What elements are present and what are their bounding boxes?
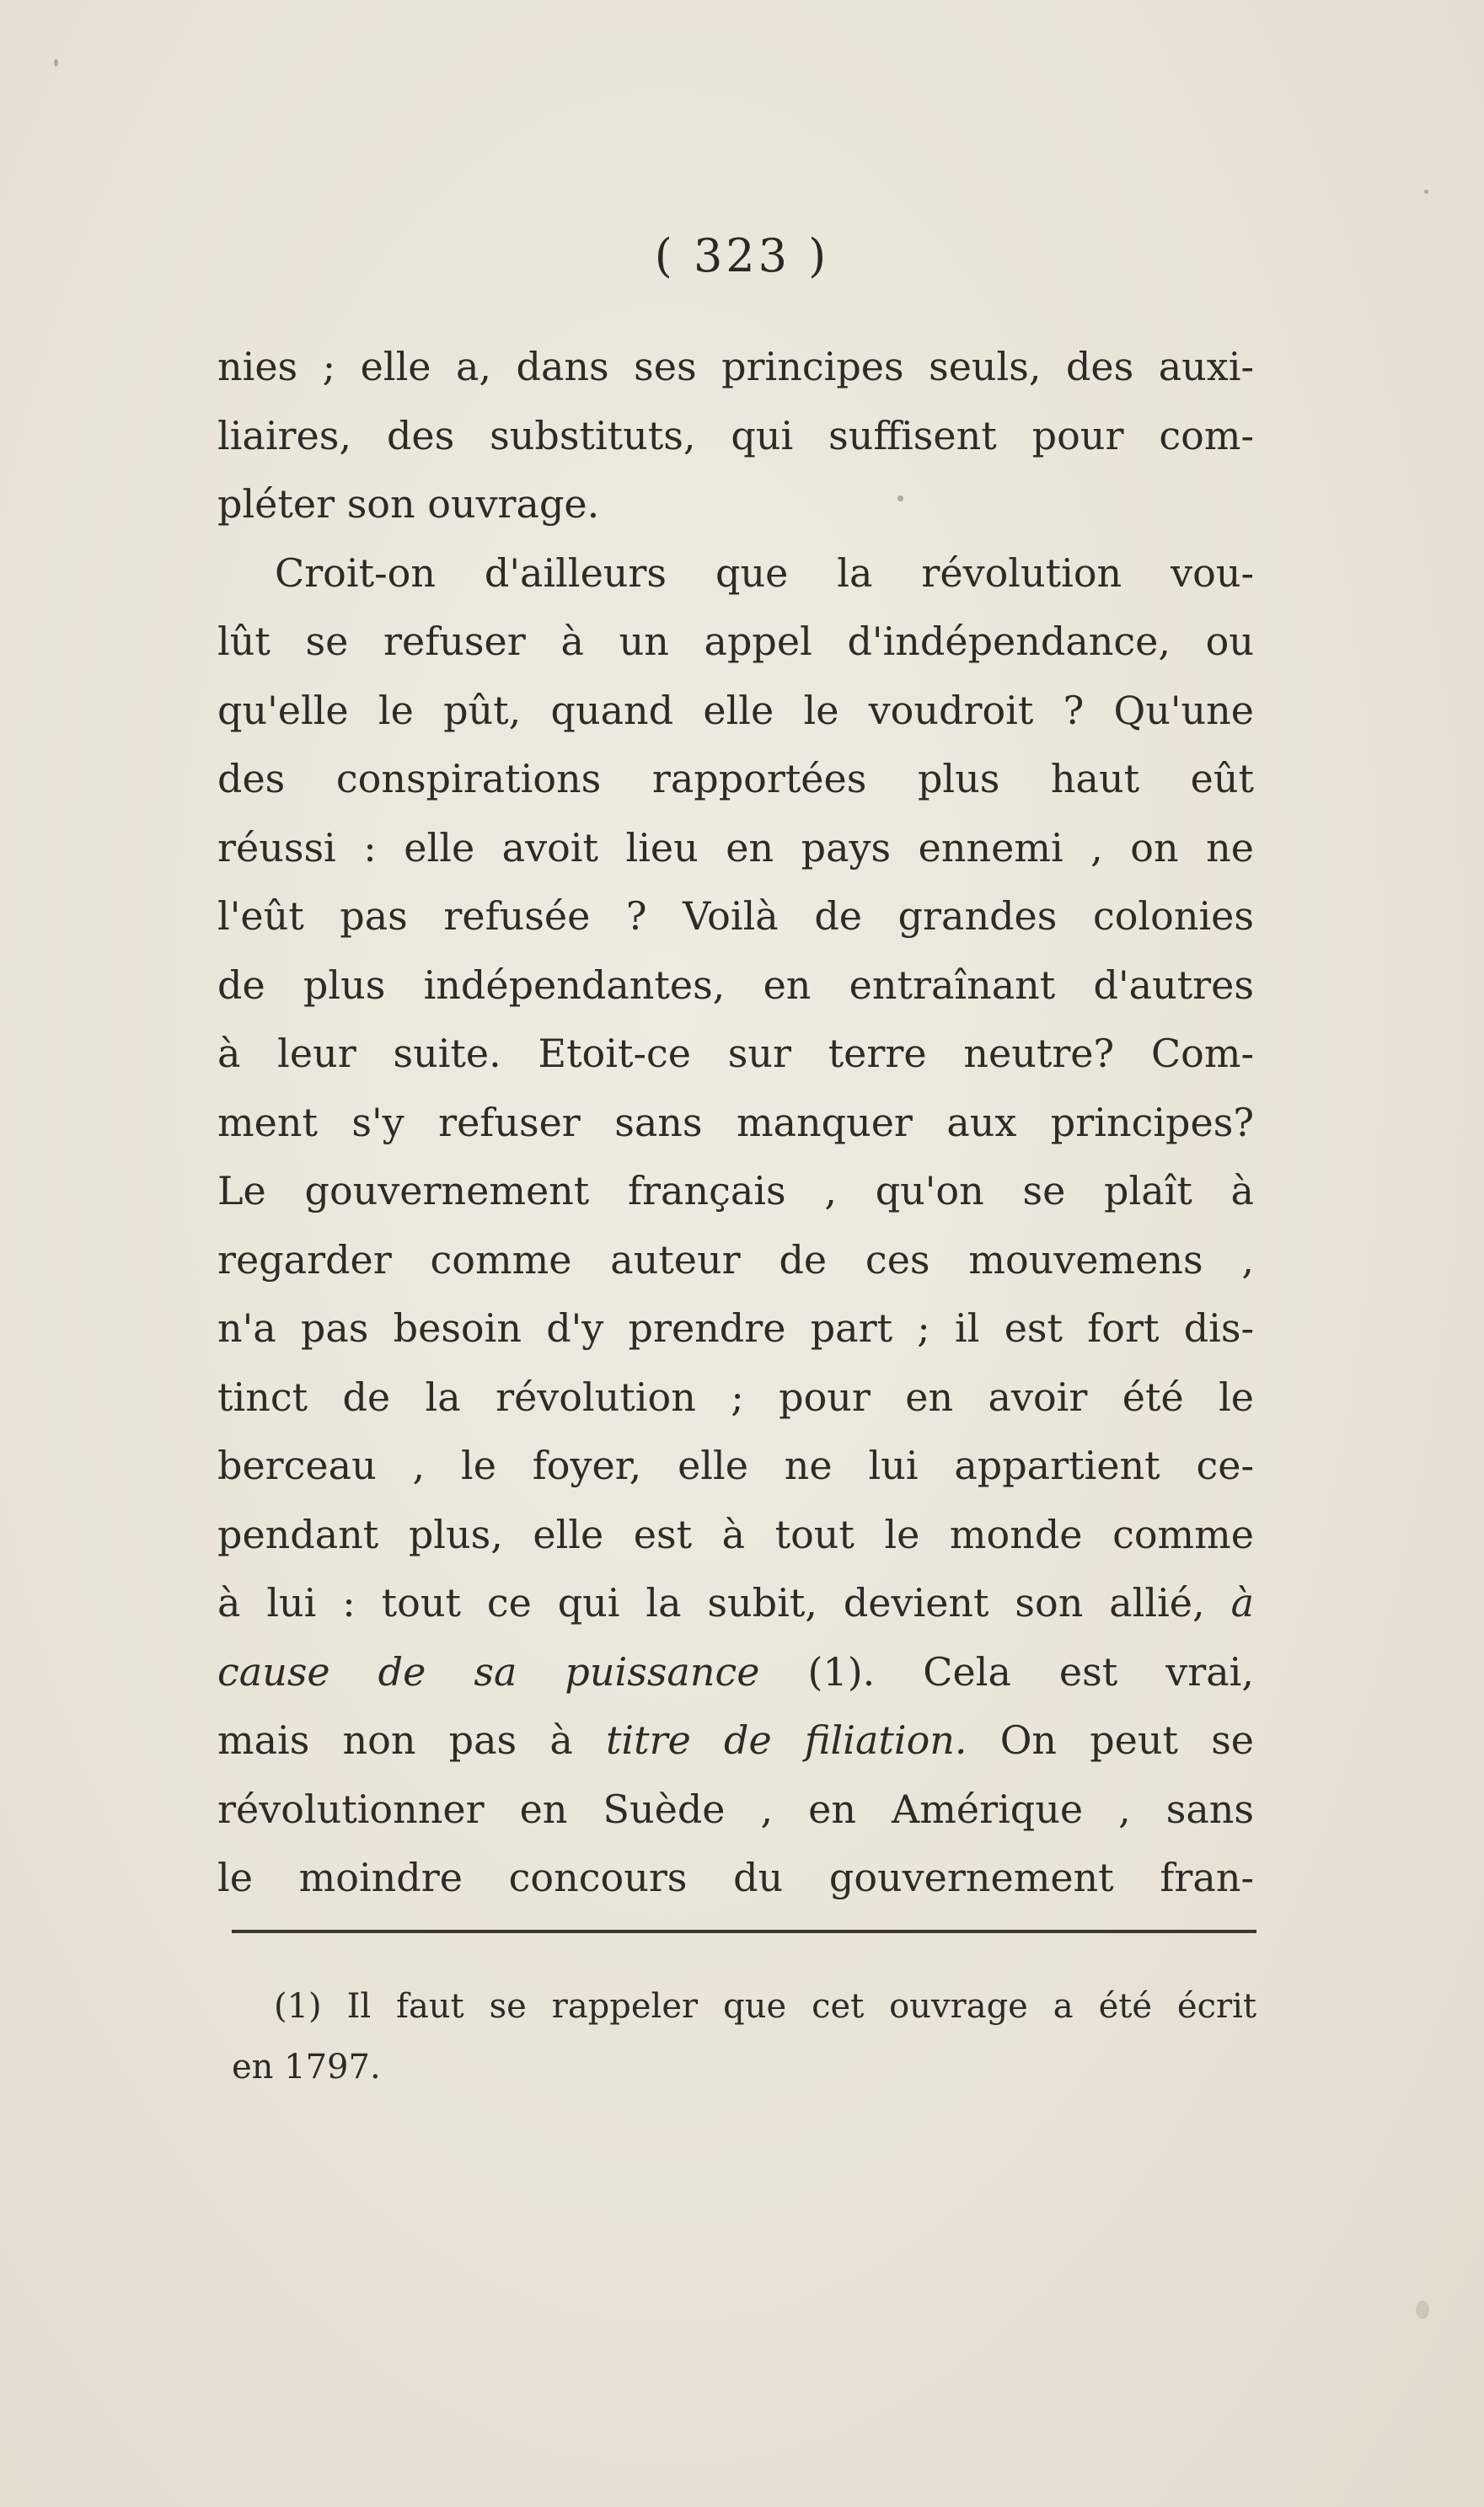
footnote bbox=[232, 1976, 1256, 2097]
text-line bbox=[217, 1638, 1254, 1707]
text-line: réussi : elle avoit lieu en pays ennemi , on ne bbox=[217, 824, 1254, 870]
text-line: tinct de la révolution ; pour en avoir été le bbox=[217, 1374, 1254, 1420]
text-segment: (1). Cela est vrai, bbox=[807, 1648, 1254, 1695]
text-line: qu'elle le pût, quand elle le voudroit ? Qu'une bbox=[217, 687, 1254, 733]
paragraph-first-line: Croit-on d'ailleurs que la révolution vou- bbox=[275, 549, 1254, 596]
text-segment: On peut se bbox=[999, 1717, 1254, 1763]
page-number: ( 323 ) bbox=[654, 229, 830, 282]
paper-speck bbox=[897, 496, 903, 501]
text-line: Le gouvernement français , qu'on se plaît à bbox=[217, 1168, 1254, 1213]
text-line: berceau , le foyer, elle ne lui appartient ce- bbox=[217, 1443, 1254, 1488]
text-segment: à lui : tout ce qui la subit, devient son allié, bbox=[217, 1580, 1205, 1626]
italic-segment: à bbox=[1230, 1580, 1254, 1626]
text-line: le moindre concours du gouvernement fran- bbox=[217, 1855, 1254, 1900]
text-line: ment s'y refuser sans manquer aux principes? bbox=[217, 1099, 1254, 1145]
text-line: des conspirations rapportées plus haut eût bbox=[217, 756, 1254, 801]
paper-speck bbox=[1416, 2301, 1429, 2319]
paper-speck bbox=[1424, 190, 1428, 194]
paper-speck bbox=[54, 59, 58, 67]
body-text bbox=[217, 333, 1254, 1913]
text-line bbox=[217, 1569, 1254, 1638]
footnote-line: en 1797. bbox=[232, 2048, 381, 2086]
text-line: à leur suite. Etoit-ce sur terre neutre? Com- bbox=[217, 1031, 1254, 1076]
italic-segment: cause de sa puissance bbox=[217, 1648, 760, 1695]
text-line: regarder comme auteur de ces mouvemens , bbox=[217, 1236, 1254, 1283]
text-line: pendant plus, elle est à tout le monde comme bbox=[217, 1511, 1254, 1557]
text-line: pléter son ouvrage. bbox=[217, 481, 600, 527]
text-line: liaires, des substituts, qui suffisent pour com- bbox=[217, 412, 1254, 458]
text-line: de plus indépendantes, en entraînant d'autres bbox=[217, 962, 1254, 1008]
footnote-line: (1) Il faut se rappeler que cet ouvrage a été écrit bbox=[274, 1987, 1256, 2026]
text-line bbox=[217, 1706, 1254, 1776]
text-line: n'a pas besoin d'y prendre part ; il est fort dis- bbox=[217, 1305, 1254, 1351]
text-line: lût se refuser à un appel d'indépendance, ou bbox=[217, 619, 1254, 664]
text-segment: mais non pas à bbox=[217, 1717, 573, 1763]
text-line: nies ; elle a, dans ses principes seuls, des auxi- bbox=[217, 344, 1254, 389]
italic-segment: titre de filiation. bbox=[605, 1717, 967, 1763]
text-line: révolutionner en Suède , en Amérique , sans bbox=[217, 1786, 1254, 1832]
footnote-divider bbox=[232, 1930, 1256, 1933]
text-line: l'eût pas refusée ? Voilà de grandes colonies bbox=[217, 893, 1254, 939]
